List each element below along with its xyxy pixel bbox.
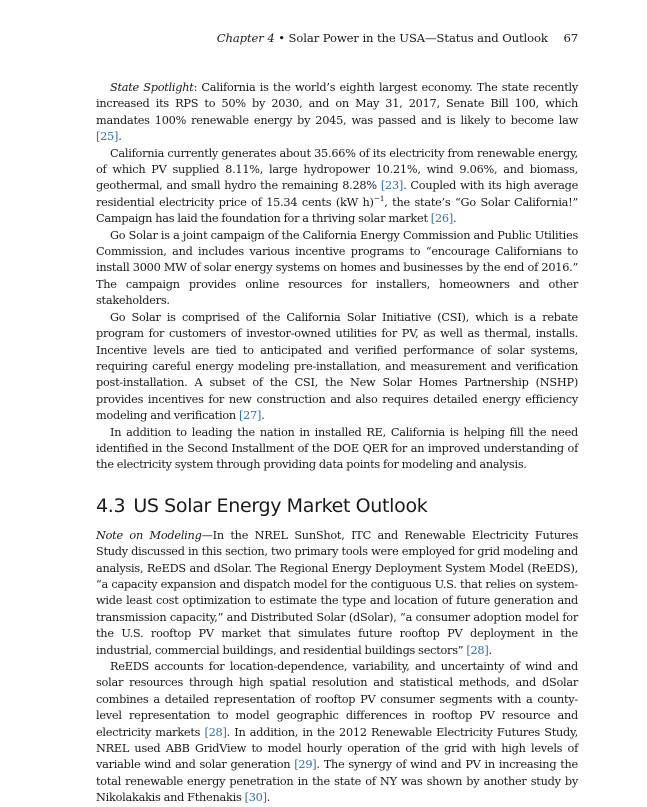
text-span: .	[453, 212, 457, 226]
body-text	[96, 80, 578, 807]
paragraph-go-solar-campaign	[96, 228, 578, 310]
text-span: Go Solar is comprised of the California Solar Initiative (CSI), which is a rebate program for customers of investor-owned utilities for PV, as well as thermal, installs. Incentive levels are tied to anticipated and verified performance of solar systems, requiring careful energy modeling pre-installation, and measurement and verification post-installation. A subset of the CSI, the New Solar Homes Partnership (NSHP) provides incentives for new construction and also requires detailed energy efficiency modeling and verification	[96, 310, 578, 423]
paragraph-reeds	[96, 659, 578, 807]
citation-link[interactable]: [25]	[96, 130, 119, 144]
text-span: . In addition, in the 2012 Renewable Electricity Futures Study, NREL used ABB GridView to model hourly operation of the grid with high levels of variable wind and solar generation	[96, 725, 578, 772]
citation-link[interactable]: [28]	[466, 643, 489, 657]
text-span: ReEDS accounts for location-dependence, variability, and uncertainty of wind and solar resources through high spatial resolution and statistical methods, and dSolar combines a detailed representation of rooftop PV consumer segments with a county-level representation to model geographic differences in rooftop PV resource and electricity markets	[96, 660, 578, 739]
citation-link[interactable]: [28]	[204, 725, 227, 739]
text-span: California currently generates about 35.66% of its electricity from renewable energy, of which PV supplied 8.11%, large hydropower 10.21%, wind 9.06%, and biomass, geothermal, and small hydro the remaining 8.28%	[96, 146, 578, 193]
note-on-modeling-lead: Note on Modeling	[96, 528, 202, 542]
paragraph-state-spotlight	[96, 80, 578, 146]
text-span: —In the NREL SunShot, ITC and Renewable Electricity Futures Study discussed in this section, two primary tools were employed for grid modeling and analysis, ReEDS and dSolar. The Regional Energy Deployment System Model (ReEDS), “a capacity expansion and dispatch model for the contiguous U.S. that relies on system-wide least cost optimization to estimate the type and location of future generation and transmission capacity,” and Distributed Solar (dSolar), “a consumer adoption model for the U.S. rooftop PV market that simulates future rooftop PV deployment in the industrial, commercial buildings, and residential buildings sectors”	[96, 528, 578, 657]
text-span: .	[488, 643, 492, 657]
state-spotlight-lead: State Spotlight	[110, 81, 194, 94]
section-number: 4.3	[96, 494, 126, 517]
paragraph-qer	[96, 425, 578, 474]
text-span: In addition to leading the nation in installed RE, California is helping fill the need identified in the Second Installment of the DOE QER for an improved understanding of the electricity system through providing data points for modeling and analysis.	[96, 425, 578, 472]
page-number: 67	[563, 31, 578, 45]
chapter-title: Solar Power in the USA—Status and Outlook	[288, 31, 548, 45]
citation-link[interactable]: [27]	[238, 409, 262, 423]
citation-link[interactable]: [23]	[380, 179, 404, 193]
paragraph-csi	[96, 310, 578, 425]
citation-link[interactable]: [26]	[430, 212, 453, 226]
paragraph-california-generation	[96, 146, 578, 228]
section-heading	[96, 495, 578, 517]
running-head	[96, 31, 578, 45]
superscript: −1	[373, 194, 385, 204]
citation-link[interactable]: [29]	[294, 758, 317, 772]
text-span: . The synergy of wind and PV in increasing the total renewable energy penetration in the state of NY was shown by another study by Nikolakakis and Fthenakis	[96, 758, 578, 805]
text-span: . Coupled with its high average residential electricity price of 15.34 cents (kW h)	[96, 179, 579, 209]
text-span: .	[266, 791, 271, 805]
text-span: : California is the world’s eighth largest economy. The state recently increased its RPS to 50% by 2030, and on May 31, 2017, Senate Bill 100, which mandates 100% renewable energy by 2045, was passed and is likely to become law	[96, 81, 578, 127]
citation-link[interactable]: [30]	[244, 791, 267, 805]
text-span: Go Solar is a joint campaign of the California Energy Commission and Public Utilities Commission, and includes various incentive programs to “encourage Californians to install 3000 MW of solar energy systems on homes and businesses by the end of 2016.” The campaign provides online resources for installers, homeowners and other stakeholders.	[96, 228, 578, 308]
text-span: , the state’s “Go Solar California!” Campaign has laid the foundation for a thriving solar market	[96, 195, 578, 226]
paragraph-note-on-modeling	[96, 528, 578, 659]
text-span: .	[261, 409, 265, 423]
section-title: US Solar Energy Market Outlook	[133, 494, 428, 517]
header-bullet: •	[278, 31, 285, 45]
text-span: .	[118, 130, 122, 144]
chapter-label: Chapter 4	[216, 31, 275, 45]
